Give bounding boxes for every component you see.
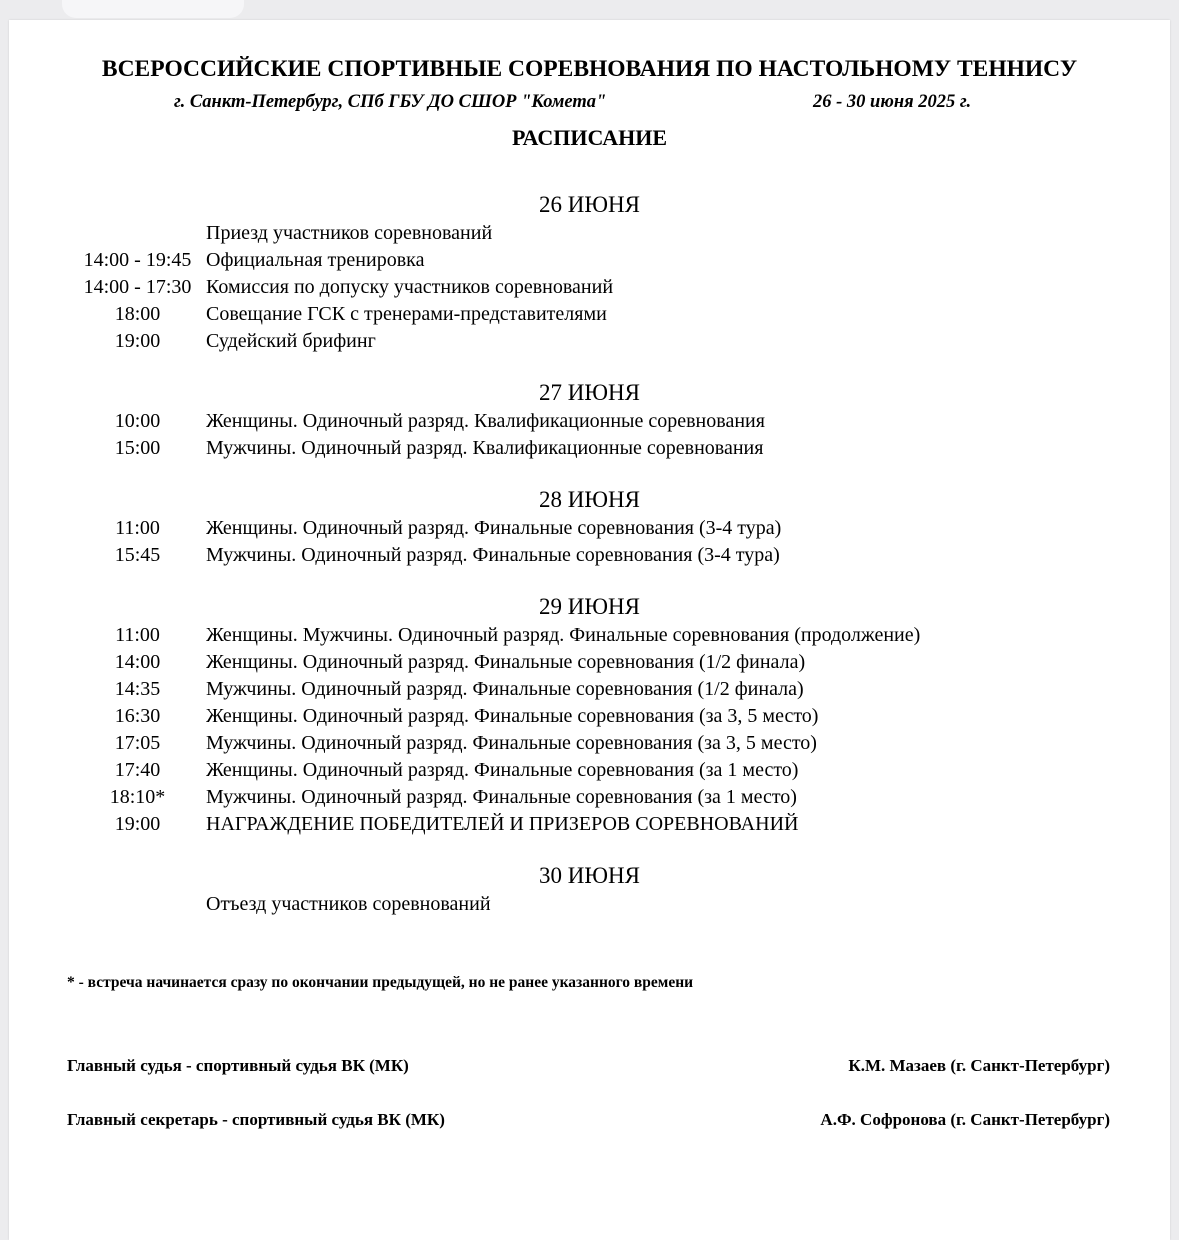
day-block [9,592,1170,838]
event-time: 16:30 [114,705,161,727]
schedule [9,190,1170,918]
event-description: Официальная тренировка [206,249,425,271]
event-description: Женщины. Одиночный разряд. Квалификационные соревнования [206,410,765,432]
schedule-row [9,784,1170,811]
day-block [9,378,1170,462]
event-time: 11:00 [115,624,160,646]
event-description: Женщины. Мужчины. Одиночный разряд. Финальные соревнования (продолжение) [206,624,921,646]
viewer-top-tab[interactable] [62,0,244,18]
chief-secretary-role: Главный секретарь - спортивный судья ВК (МК) [67,1110,445,1129]
day-block [9,190,1170,355]
schedule-row [9,328,1170,355]
document-page [9,20,1170,1240]
chief-judge-role: Главный судья - спортивный судья ВК (МК) [67,1056,409,1075]
event-time: 14:00 - 17:30 [83,276,192,298]
schedule-row [9,301,1170,328]
schedule-row [9,220,1170,247]
dates-line: 26 - 30 июня 2025 г. [813,92,972,112]
schedule-row [9,649,1170,676]
day-date: 26 ИЮНЯ [539,192,640,217]
day-date: 28 ИЮНЯ [539,487,640,512]
schedule-row [9,757,1170,784]
schedule-heading: РАСПИСАНИЕ [511,125,668,150]
day-date: 29 ИЮНЯ [539,594,640,619]
day-date: 27 ИЮНЯ [539,380,640,405]
event-description: Мужчины. Одиночный разряд. Финальные соревнования (1/2 финала) [206,678,804,700]
event-time: 14:00 - 19:45 [83,249,192,271]
schedule-row [9,891,1170,918]
event-description: Женщины. Одиночный разряд. Финальные соревнования (1/2 финала) [206,651,806,673]
event-description: Мужчины. Одиночный разряд. Финальные соревнования (за 1 место) [206,786,797,808]
document-title: ВСЕРОССИЙСКИЕ СПОРТИВНЫЕ СОРЕВНОВАНИЯ ПО НАСТОЛЬНОМУ ТЕННИСУ [101,56,1078,82]
event-description: Судейский брифинг [206,330,376,352]
day-date: 30 ИЮНЯ [539,863,640,888]
day-block [9,485,1170,569]
event-description: Женщины. Одиночный разряд. Финальные соревнования (за 1 место) [206,759,799,781]
schedule-row [9,515,1170,542]
event-time: 15:00 [114,437,161,459]
chief-judge-name: К.М. Мазаев (г. Санкт-Петербург) [848,1056,1110,1075]
event-time: 14:00 [114,651,161,673]
schedule-row [9,247,1170,274]
event-description: Отъезд участников соревнований [206,893,491,915]
chief-secretary-name: А.Ф. Софронова (г. Санкт-Петербург) [820,1110,1110,1129]
event-description: НАГРАЖДЕНИЕ ПОБЕДИТЕЛЕЙ И ПРИЗЕРОВ СОРЕВНОВАНИЙ [206,813,799,835]
schedule-row [9,811,1170,838]
schedule-row [9,408,1170,435]
event-time: 17:05 [114,732,161,754]
schedule-row [9,274,1170,301]
schedule-row [9,542,1170,569]
event-time: 17:40 [114,759,161,781]
schedule-row [9,730,1170,757]
schedule-row [9,676,1170,703]
event-description: Мужчины. Одиночный разряд. Финальные соревнования (3-4 тура) [206,544,780,566]
footnote: * - встреча начинается сразу по окончании предыдущей, но не ранее указанного времени [67,974,694,991]
event-time: 18:00 [114,303,161,325]
venue-line: г. Санкт-Петербург, СПб ГБУ ДО СШОР "Комета" [174,92,607,112]
event-description: Приезд участников соревнований [206,222,493,244]
event-description: Совещание ГСК с тренерами-представителями [206,303,607,325]
event-time: 10:00 [114,410,161,432]
day-block [9,861,1170,918]
schedule-row [9,622,1170,649]
event-description: Мужчины. Одиночный разряд. Квалификационные соревнования [206,437,764,459]
event-description: Комиссия по допуску участников соревнований [206,276,614,298]
event-time: 19:00 [114,813,161,835]
event-time: 11:00 [115,517,160,539]
event-description: Женщины. Одиночный разряд. Финальные соревнования (3-4 тура) [206,517,782,539]
event-time: 14:35 [114,678,161,700]
event-time: 19:00 [114,330,161,352]
schedule-row [9,435,1170,462]
event-description: Женщины. Одиночный разряд. Финальные соревнования (за 3, 5 место) [206,705,819,727]
event-time: 18:10* [109,786,166,808]
schedule-row [9,703,1170,730]
event-description: Мужчины. Одиночный разряд. Финальные соревнования (за 3, 5 место) [206,732,817,754]
event-time: 15:45 [114,544,161,566]
